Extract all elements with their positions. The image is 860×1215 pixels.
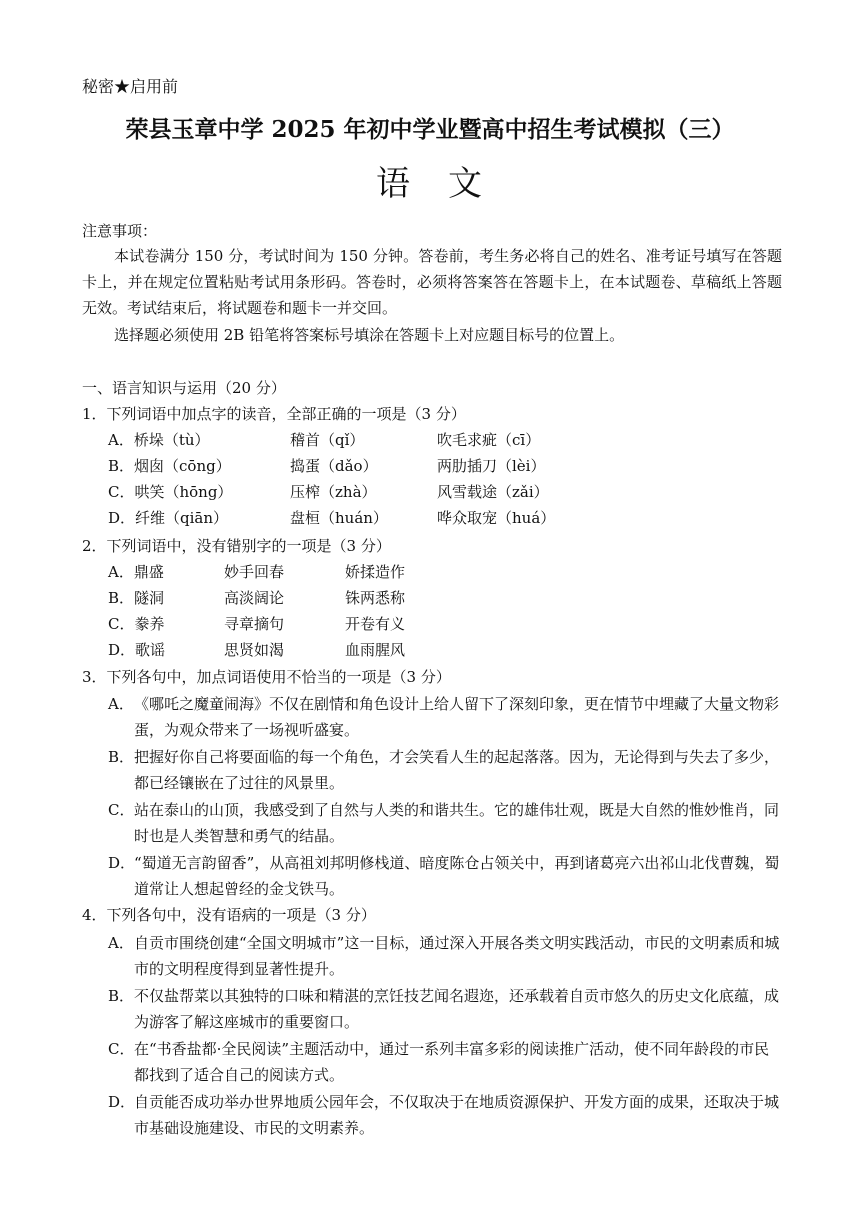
question-2-stem: 2．下列词语中，没有错别字的一项是（3 分） <box>82 537 391 555</box>
question-3-stem: 3．下列各句中，加点词语使用不恰当的一项是（3 分） <box>82 668 451 686</box>
q3-option-b <box>108 744 784 796</box>
q3-option-d-text: “蜀道无言韵留香”，从高祖刘邦明修栈道、暗度陈仓占领关中，再到诸葛亮六出祁山北伐曹魏，蜀道常让人想起曾经的金戈铁马。 <box>134 854 780 898</box>
q1-option-c-3: 风雪载途（zǎi） <box>437 483 549 501</box>
q2-option-a-2: 妙手回春 <box>224 563 285 581</box>
q2-option-b-2: 高淡阔论 <box>224 589 285 607</box>
exam-title: 荣县玉章中学 2025 年初中学业暨高中招生考试模拟（三） <box>125 116 735 143</box>
q2-option-c-3: 开卷有义 <box>345 615 406 633</box>
q3-option-a <box>108 691 784 743</box>
question-1-stem: 1．下列词语中加点字的读音，全部正确的一项是（3 分） <box>82 405 466 423</box>
q2-option-d-1: D．歌谣 <box>108 641 166 659</box>
q1-option-a-3: 吹毛求疵（cī） <box>437 431 541 449</box>
confidential-mark: 秘密★启用前 <box>82 77 179 96</box>
q4-option-d <box>108 1089 784 1141</box>
q1-option-d-3: 哗众取宠（huá） <box>437 509 556 527</box>
q1-option-a-1: A．桥垛（tù） <box>108 431 210 449</box>
notice-heading: 注意事项： <box>82 222 158 240</box>
q2-option-a-3: 娇揉造作 <box>345 563 406 581</box>
q4-option-b-label: B． <box>108 987 135 1005</box>
q4-option-c-label: C． <box>108 1040 135 1058</box>
q3-option-a-text: 《哪吒之魔童闹海》不仅在剧情和角色设计上给人留下了深刻印象，更在情节中埋藏了大量文物彩蛋，为观众带来了一场视听盛宴。 <box>134 695 780 739</box>
q3-option-c-text: 站在泰山的山顶，我感受到了自然与人类的和谐共生。它的雄伟壮观，既是大自然的惟妙惟肖，同时也是人类智慧和勇气的结晶。 <box>134 801 780 845</box>
q1-option-b-2: 捣蛋（dǎo） <box>290 457 378 475</box>
notice-paragraph-2: 选择题必须使用 2B 铅笔将答案标号填涂在答题卡上对应题目标号的位置上。 <box>114 326 625 344</box>
q4-option-d-text: 自贡能否成功举办世界地质公园年会，不仅取决于在地质资源保护、开发方面的成果，还取决于城市基础设施建设、市民的文明素养。 <box>134 1093 780 1137</box>
q4-option-a-text: 自贡市围绕创建“全国文明城市”这一目标，通过深入开展各类文明实践活动，市民的文明素质和城市的文明程度得到显著性提升。 <box>134 934 780 978</box>
q1-option-b-1: B．烟囱（cōng） <box>108 457 231 475</box>
question-4-stem: 4．下列各句中，没有语病的一项是（3 分） <box>82 906 376 924</box>
q1-option-d-2: 盘桓（huán） <box>290 509 388 527</box>
q4-option-b <box>108 983 784 1035</box>
q2-option-d-3: 血雨腥风 <box>345 641 406 659</box>
q2-option-d-2: 思贤如渴 <box>224 641 285 659</box>
q4-option-b-text: 不仅盐帮菜以其独特的口味和精湛的烹饪技艺闻名遐迩，还承载着自贡市悠久的历史文化底蕴，成为游客了解这座城市的重要窗口。 <box>134 987 780 1031</box>
q2-option-a-1: A．鼎盛 <box>108 563 164 581</box>
q3-option-d-label: D． <box>108 854 136 872</box>
q1-option-a-2: 稽首（qǐ） <box>290 431 365 449</box>
q3-option-c <box>108 797 784 849</box>
q2-option-b-3: 铢两悉称 <box>345 589 406 607</box>
q4-option-d-label: D． <box>108 1093 136 1111</box>
q1-option-d-1: D．纤维（qiān） <box>108 509 229 527</box>
q2-option-c-2: 寻章摘句 <box>224 615 285 633</box>
q4-option-a <box>108 930 784 982</box>
q1-option-c-2: 压榨（zhà） <box>290 483 377 501</box>
notice-paragraph-1: 本试卷满分 150 分，考试时间为 150 分钟。答卷前，考生务必将自己的姓名、准考证号填写在答题卡上，并在规定位置粘贴考试用条形码。答卷时，必须将答案答在答题卡上，在本试题卷、草稿纸上答题无效。考试结束后，将试题卷和题卡一并交回。 <box>82 247 782 317</box>
q2-option-c-1: C．豢养 <box>108 615 165 633</box>
q1-option-b-3: 两肋插刀（lèi） <box>437 457 546 475</box>
q4-option-a-label: A． <box>108 934 134 952</box>
q4-option-c-text: 在“书香盐都·全民阅读”主题活动中，通过一系列丰富多彩的阅读推广活动，使不同年龄段的市民都找到了适合自己的阅读方式。 <box>134 1040 770 1084</box>
q3-option-b-label: B． <box>108 748 135 766</box>
q3-option-d <box>108 850 784 902</box>
q3-option-b-text: 把握好你自己将要面临的每一个角色，才会笑看人生的起起落落。因为，无论得到与失去了多少，都已经镶嵌在了过往的风景里。 <box>134 748 780 792</box>
section-heading: 一、语言知识与运用（20 分） <box>82 379 286 397</box>
q4-option-c <box>108 1036 784 1088</box>
subject-title: 语 文 <box>376 164 484 204</box>
q1-option-c-1: C．哄笑（hōng） <box>108 483 233 501</box>
q2-option-b-1: B．隧洞 <box>108 589 165 607</box>
q3-option-c-label: C． <box>108 801 135 819</box>
q3-option-a-label: A． <box>108 695 134 713</box>
